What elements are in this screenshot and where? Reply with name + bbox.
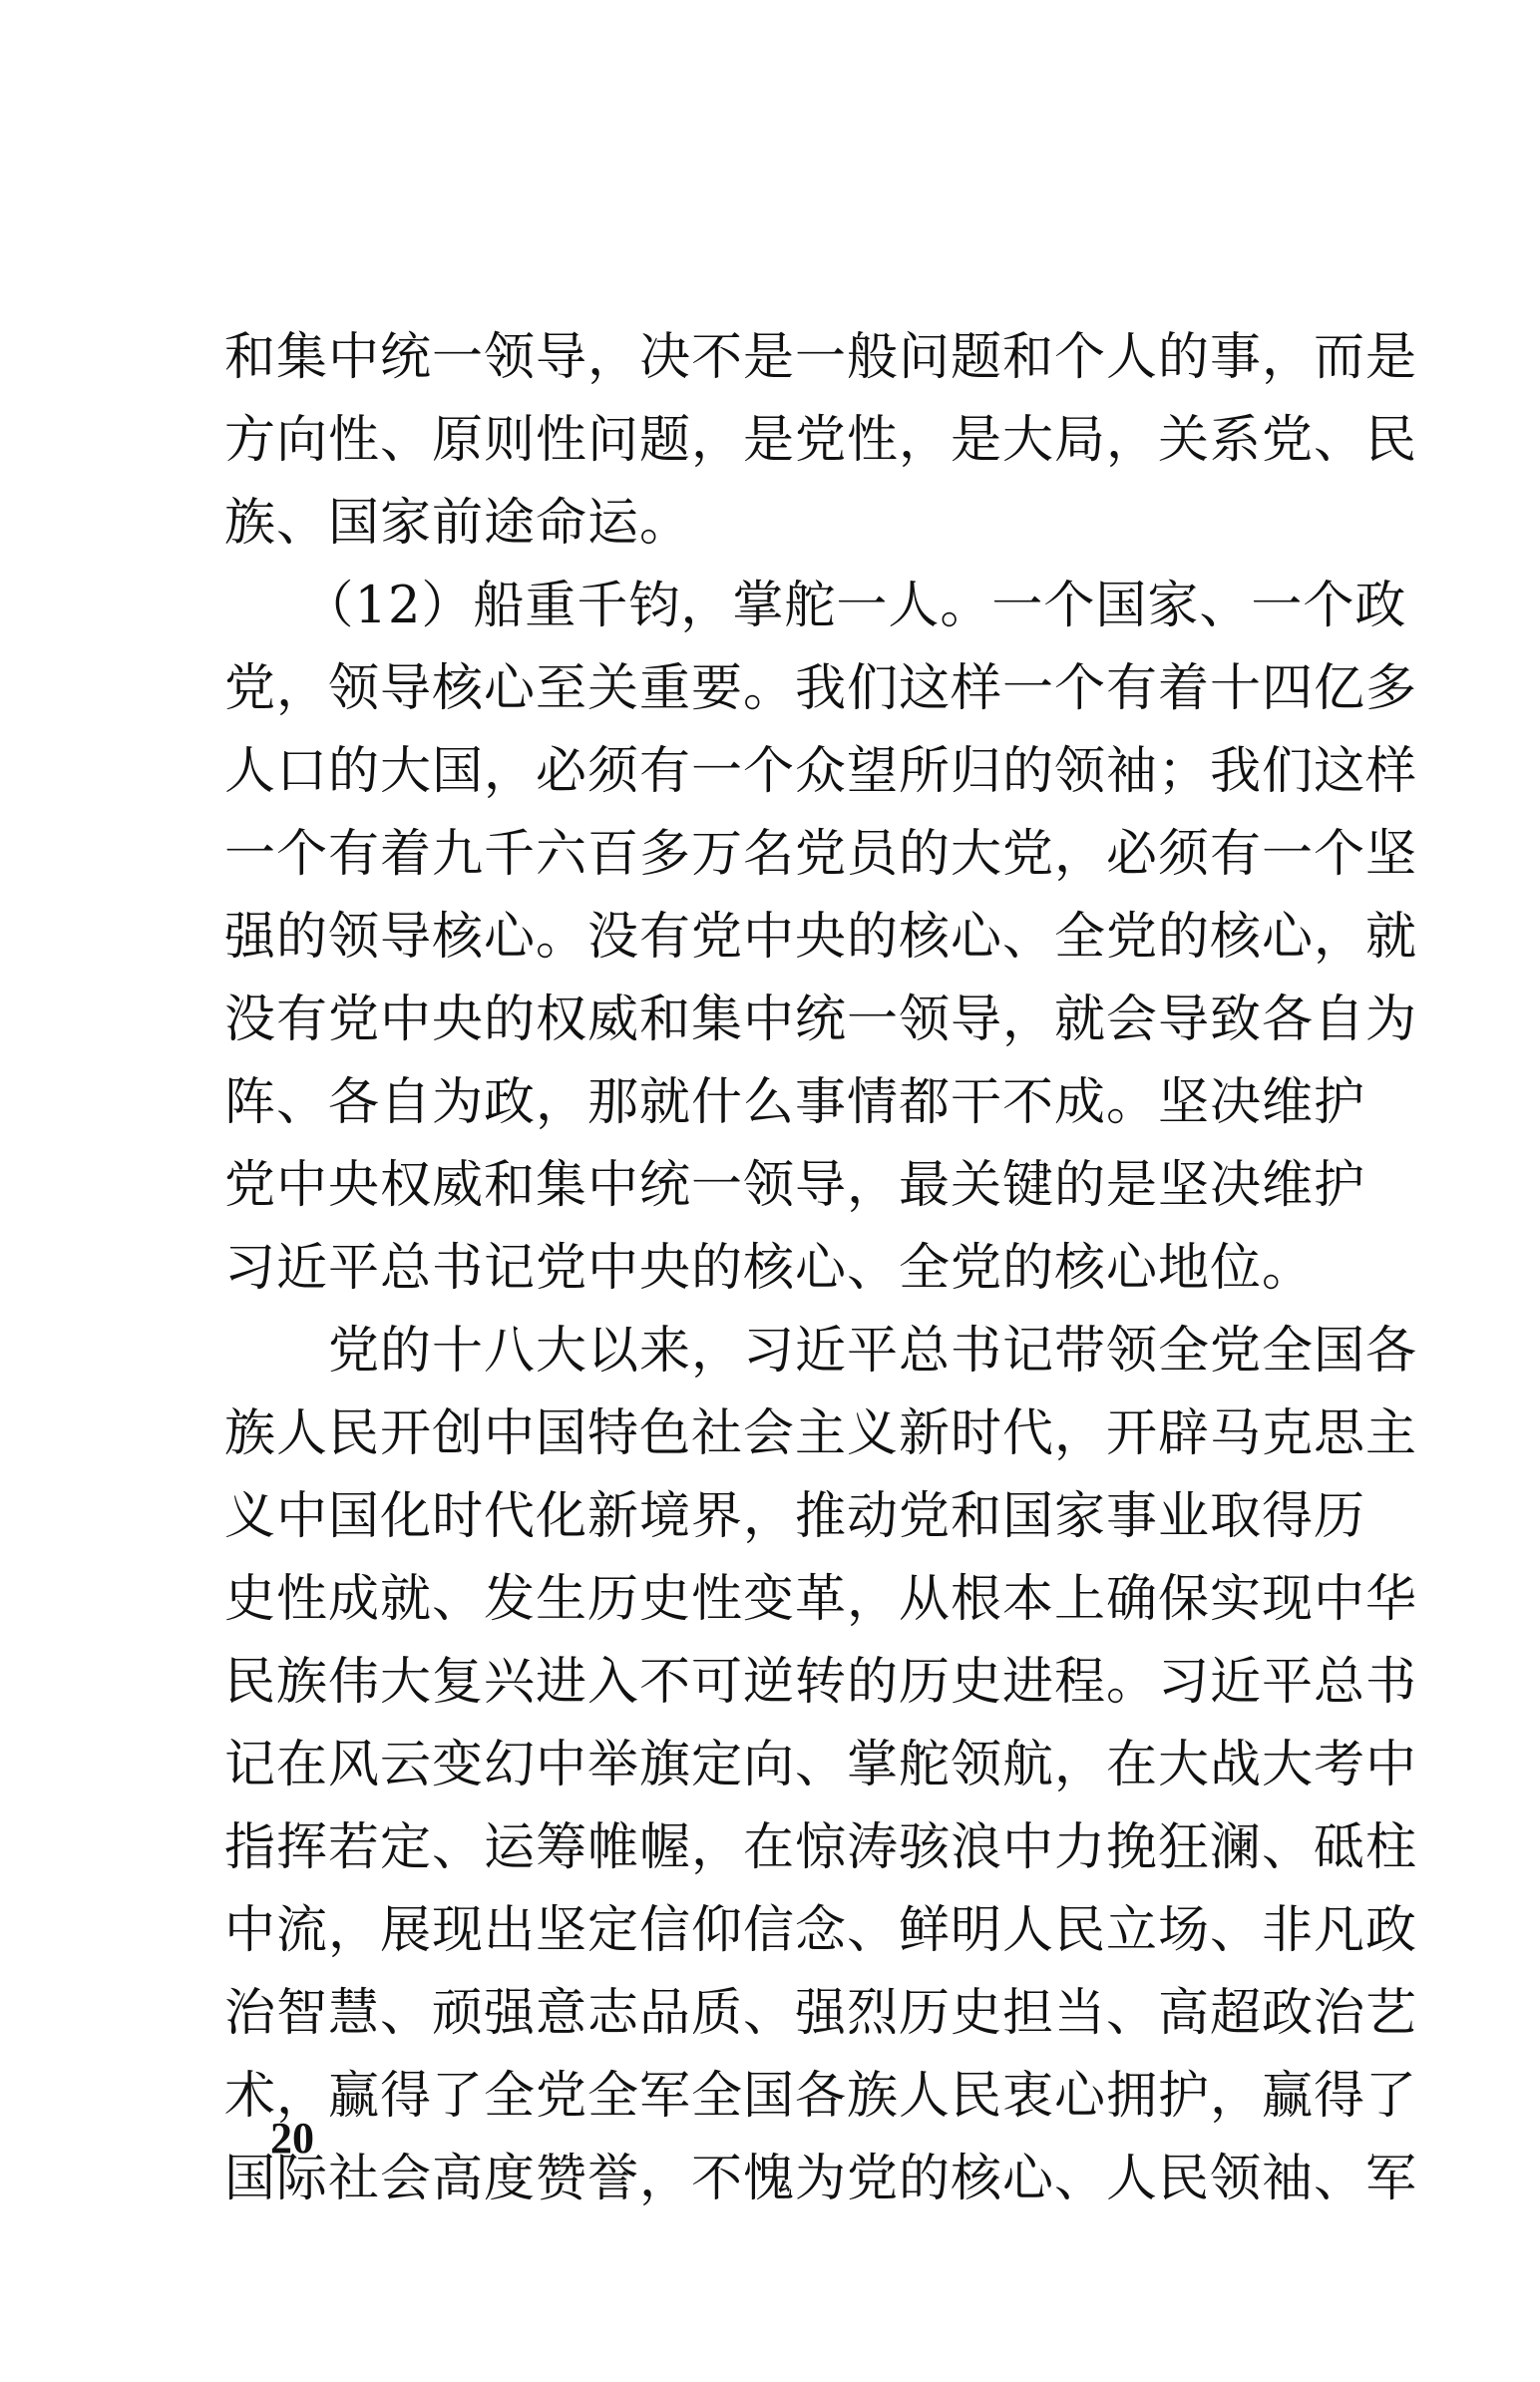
text-line: 人口的大国，必须有一个众望所归的领袖；我们这样 bbox=[224, 742, 1418, 801]
text-line: 和集中统一领导，决不是一般问题和个人的事，而是 bbox=[224, 328, 1418, 387]
text-line: 一个有着九千六百多万名党员的大党，必须有一个坚 bbox=[224, 825, 1418, 884]
text-line: 方向性、原则性问题，是党性，是大局，关系党、民 bbox=[224, 411, 1418, 470]
text-line: （12）船重千钧，掌舵一人。一个国家、一个政 bbox=[224, 577, 1407, 635]
text-line: 义中国化时代化新境界，推动党和国家事业取得历 bbox=[224, 1487, 1366, 1546]
body-text bbox=[224, 316, 1418, 2220]
text-line: 记在风云变幻中举旗定向、掌舵领航，在大战大考中 bbox=[224, 1736, 1418, 1794]
text-line: 习近平总书记党中央的核心、全党的核心地位。 bbox=[224, 1239, 1315, 1298]
text-line: 民族伟大复兴进入不可逆转的历史进程。习近平总书 bbox=[224, 1653, 1418, 1712]
text-line: 指挥若定、运筹帷幄，在惊涛骇浪中力挽狂澜、砥柱 bbox=[224, 1818, 1418, 1877]
text-line: 史性成就、发生历史性变革，从根本上确保实现中华 bbox=[224, 1570, 1418, 1629]
text-line: 族、国家前途命运。 bbox=[224, 494, 692, 553]
text-line: 族人民开创中国特色社会主义新时代，开辟马克思主 bbox=[224, 1404, 1418, 1463]
text-line: 治智慧、顽强意志品质、强烈历史担当、高超政治艺 bbox=[224, 1984, 1418, 2043]
text-line: 术，赢得了全党全军全国各族人民衷心拥护，赢得了 bbox=[224, 2067, 1418, 2126]
text-line: 强的领导核心。没有党中央的核心、全党的核心，就 bbox=[224, 908, 1418, 967]
text-line: 党中央权威和集中统一领导，最关键的是坚决维护 bbox=[224, 1156, 1366, 1215]
text-line: 党，领导核心至关重要。我们这样一个有着十四亿多 bbox=[224, 659, 1418, 718]
text-line: 没有党中央的权威和集中统一领导，就会导致各自为 bbox=[224, 991, 1418, 1049]
text-line: 中流，展现出坚定信仰信念、鲜明人民立场、非凡政 bbox=[224, 1901, 1418, 1960]
text-line: 党的十八大以来，习近平总书记带领全党全国各 bbox=[224, 1322, 1418, 1381]
text-line: 阵、各自为政，那就什么事情都干不成。坚决维护 bbox=[224, 1073, 1366, 1132]
text-line: 国际社会高度赞誉，不愧为党的核心、人民领袖、军 bbox=[224, 2150, 1418, 2208]
page-number: 20 bbox=[270, 2114, 314, 2163]
